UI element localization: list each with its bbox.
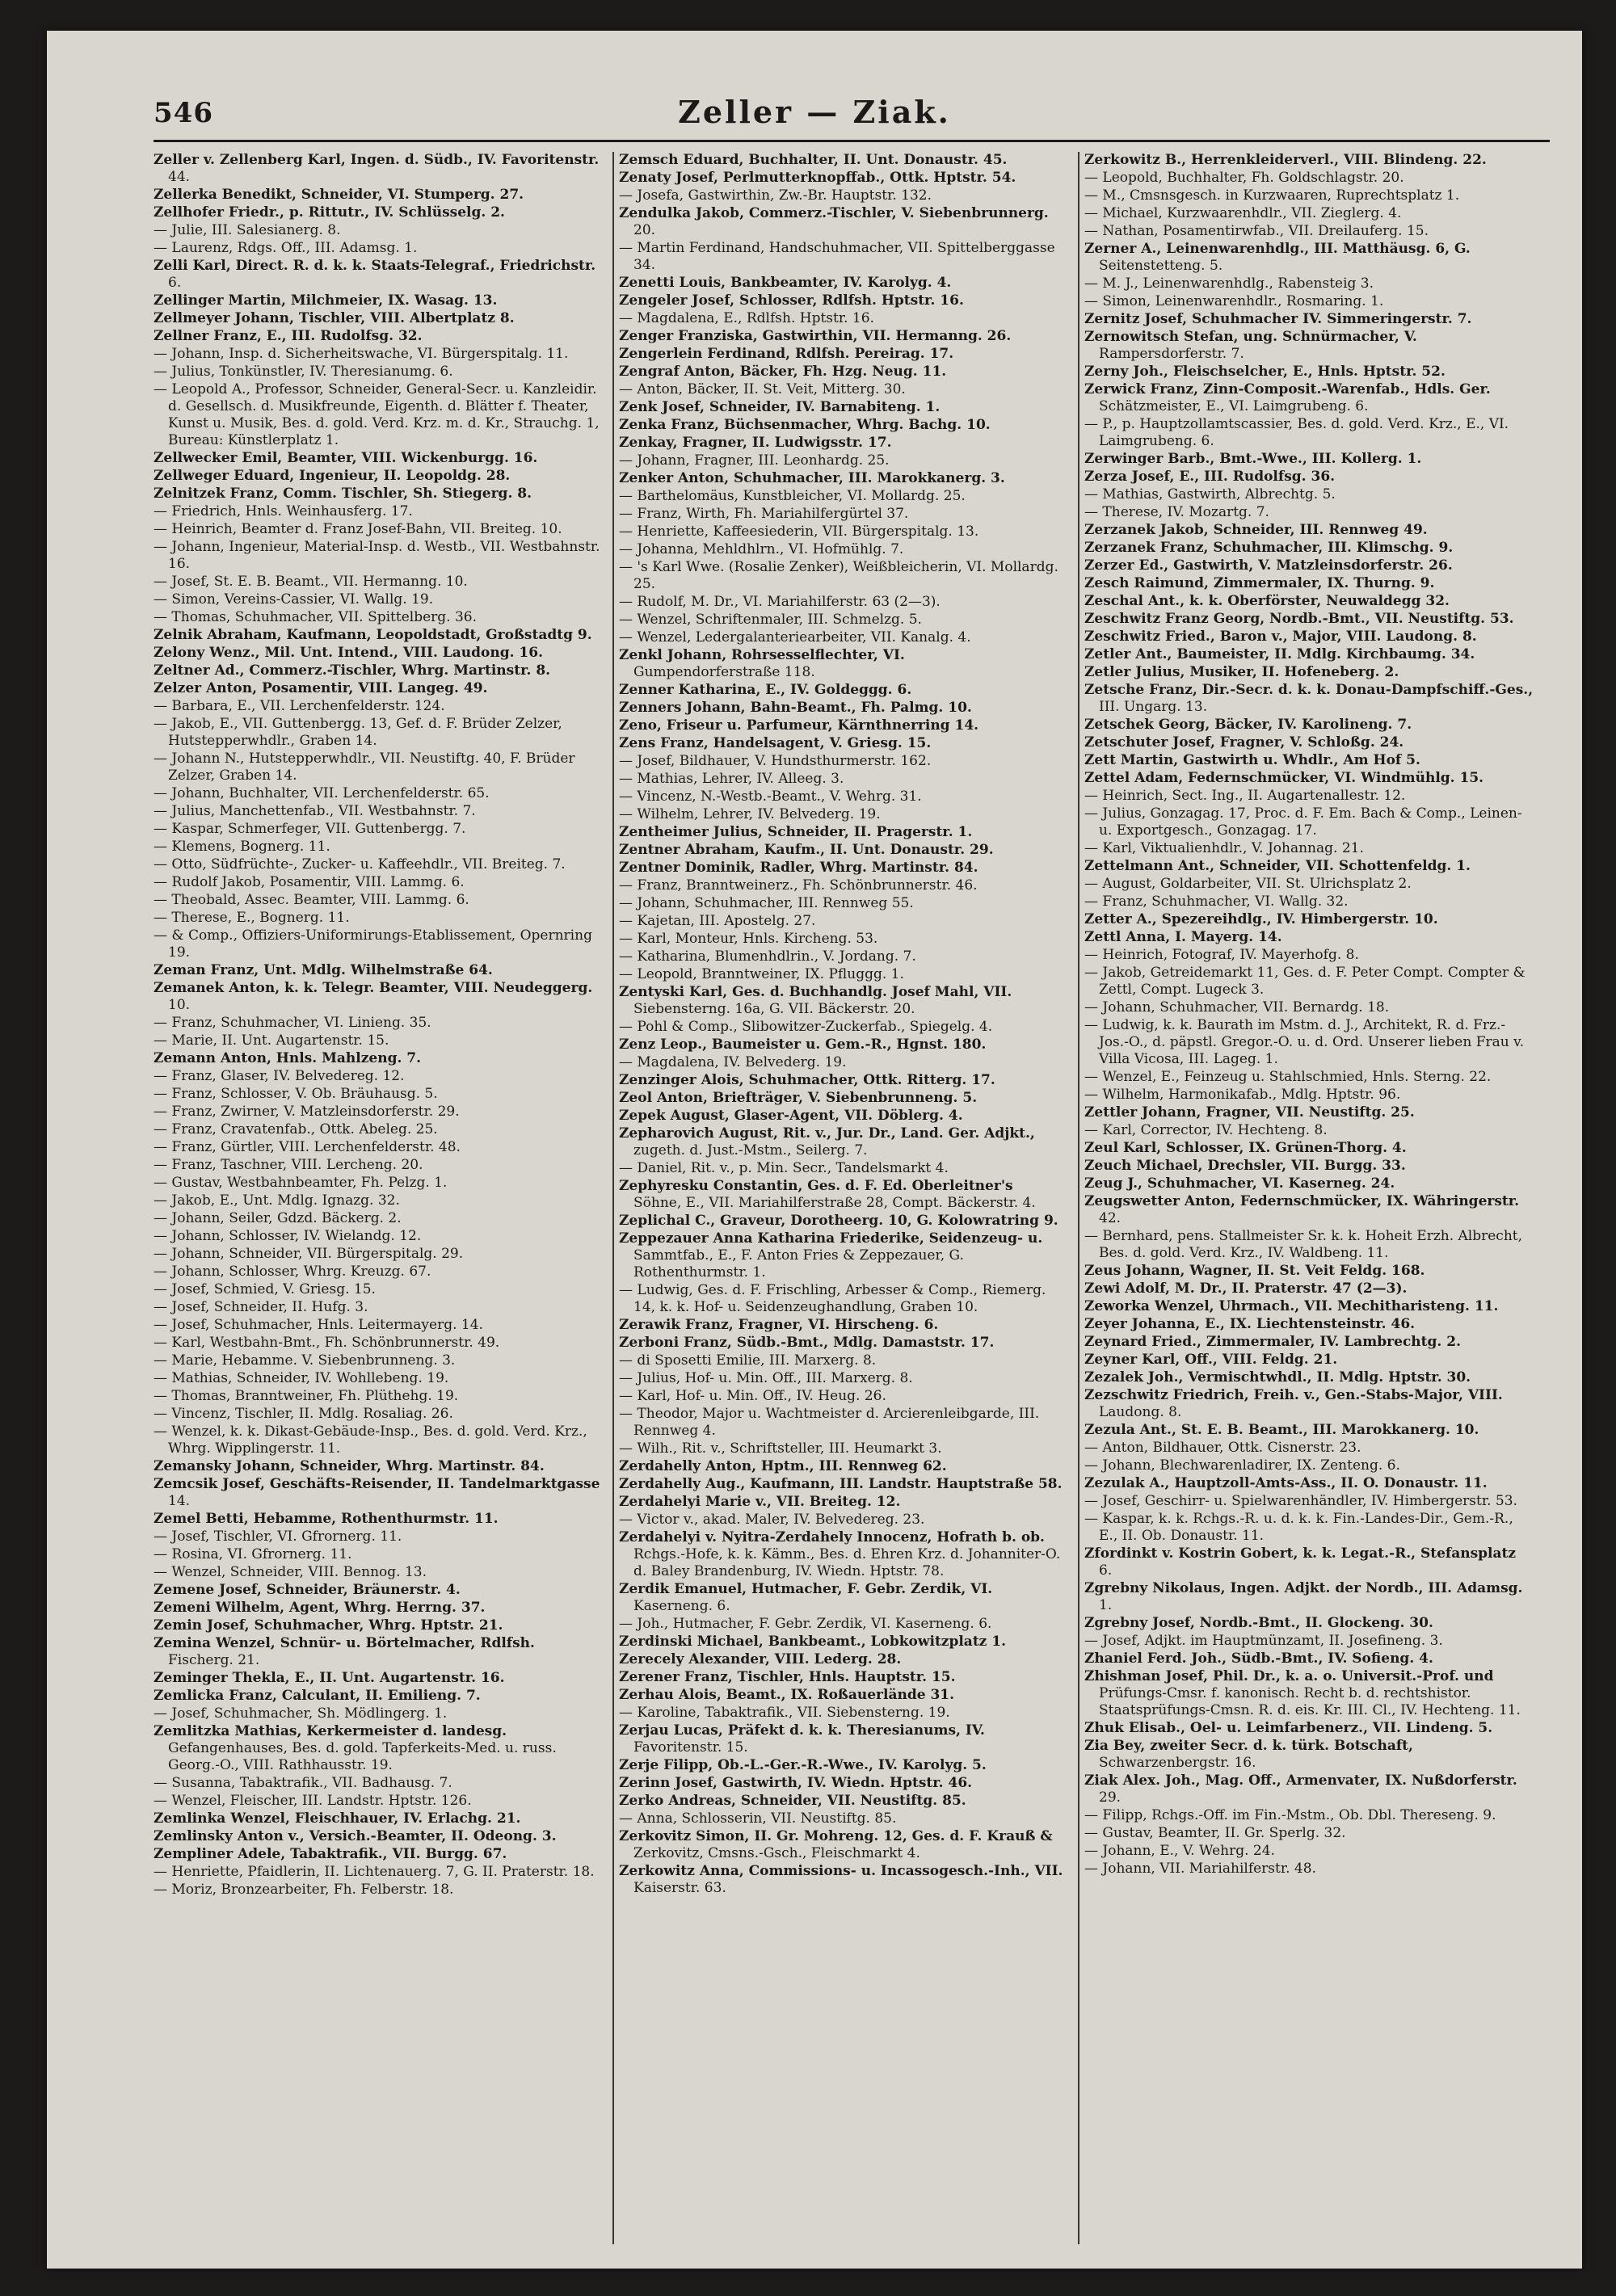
directory-entry: — Magdalena, IV. Belvederg. 19. bbox=[619, 1054, 847, 1070]
directory-entry: Zelony Wenz., Mil. Unt. Intend., VIII. Laudong. 16. bbox=[154, 645, 543, 661]
directory-entry: Zengraf Anton, Bäcker, Fh. Hzg. Neug. 11. bbox=[619, 364, 947, 380]
directory-entry: Zemin Josef, Schuhmacher, Whrg. Hptstr. 21. bbox=[154, 1617, 503, 1634]
directory-entry: Zerkowitz Anna, Commissions- u. Incassogesch.-Inh., VII. Kaiserstr. 63. bbox=[619, 1863, 1063, 1896]
directory-entry: — Thomas, Branntweiner, Fh. Plüthehg. 19. bbox=[154, 1388, 459, 1404]
directory-entry: — Henriette, Pfaidlerin, II. Lichtenauerg. 7, G. II. Praterstr. 18. bbox=[154, 1864, 595, 1880]
directory-entry: Zempliner Adele, Tabaktrafik., VII. Burgg. 67. bbox=[154, 1846, 507, 1862]
directory-entry: — 's Karl Wwe. (Rosalie Zenker), Weißbleicherin, VI. Mollardg. 25. bbox=[619, 559, 1058, 592]
directory-entry: — Vincenz, N.-Westb.-Beamt., V. Wehrg. 31. bbox=[619, 788, 922, 805]
directory-entry: — Julius, Manchettenfab., VII. Westbahnstr. 7. bbox=[154, 803, 476, 819]
directory-entry: Zemann Anton, Hnls. Mahlzeng. 7. bbox=[154, 1050, 422, 1066]
directory-entry: Zelzer Anton, Posamentir, VIII. Langeg. 49. bbox=[154, 680, 488, 696]
directory-entry: Zerhau Alois, Beamt., IX. Roßauerlände 31. bbox=[619, 1687, 955, 1703]
directory-entry: Zernitz Josef, Schuhmacher IV. Simmeringerstr. 7. bbox=[1084, 311, 1472, 327]
directory-entry: — Wenzel, Fleischer, III. Landstr. Hptstr. 126. bbox=[154, 1793, 472, 1809]
directory-entry: Zeller v. Zellenberg Karl, Ingen. d. Südb., IV. Favoritenstr. 44. bbox=[154, 152, 600, 185]
directory-entry: Zetschuter Josef, Fragner, V. Schloßg. 24. bbox=[1084, 734, 1404, 751]
directory-entry: — Klemens, Bognerg. 11. bbox=[154, 839, 330, 855]
directory-entry: — Leopold A., Professor, Schneider, General-Secr. u. Kanzleidir. d. Gesellsch. d. Musikfreunde, Eigenth. d. Blätter f. Theater, Kunst u. Musik, Bes. d. gold. Verd. Krz. m. d. Kr., Strauchg. 1, Bureau: Künstlerplatz 1. bbox=[154, 381, 600, 448]
directory-entry: Zerkovitz Simon, II. Gr. Mohreng. 12, Ges. d. F. Krauß & Zerkovitz, Cmsns.-Gsch., Fleischmarkt 4. bbox=[619, 1828, 1053, 1861]
directory-entry: — Johann, E., V. Wehrg. 24. bbox=[1084, 1843, 1275, 1859]
directory-entry: Zellinger Martin, Milchmeier, IX. Wasag. 13. bbox=[154, 292, 498, 309]
directory-entry: Zenners Johann, Bahn-Beamt., Fh. Palmg. 10. bbox=[619, 700, 972, 716]
directory-entry: Zenk Josef, Schneider, IV. Barnabiteng. 1. bbox=[619, 399, 941, 415]
directory-entry: Zezula Ant., St. E. B. Beamt., III. Marokkanerg. 10. bbox=[1084, 1422, 1479, 1438]
column-divider bbox=[1078, 152, 1079, 2244]
directory-entry: — Simon, Vereins-Cassier, VI. Wallg. 19. bbox=[154, 591, 434, 608]
directory-entry: — Julie, III. Salesianerg. 8. bbox=[154, 222, 341, 238]
directory-entry: — Josef, St. E. B. Beamt., VII. Hermanng. 10. bbox=[154, 574, 468, 590]
directory-entry: Zentner Abraham, Kaufm., II. Unt. Donaustr. 29. bbox=[619, 842, 994, 858]
directory-entry: Zelnik Abraham, Kaufmann, Leopoldstadt, Großstadtg 9. bbox=[154, 627, 592, 643]
directory-entry: — M., Cmsnsgesch. in Kurzwaaren, Ruprechtsplatz 1. bbox=[1084, 187, 1460, 204]
directory-entry: — Julius, Gonzagag. 17, Proc. d. F. Em. Bach & Comp., Leinen- u. Exportgesch., Gonzagag. 17. bbox=[1084, 805, 1522, 839]
directory-entry: Zenger Franziska, Gastwirthin, VII. Hermanng. 26. bbox=[619, 328, 1012, 344]
directory-entry: — Theobald, Assec. Beamter, VIII. Lammg. 6. bbox=[154, 892, 469, 908]
directory-entry: Zemsch Eduard, Buchhalter, II. Unt. Donaustr. 45. bbox=[619, 152, 1008, 168]
directory-entry: Zgrebny Nikolaus, Ingen. Adjkt. der Nordb., III. Adamsg. 1. bbox=[1084, 1580, 1523, 1613]
directory-entry: — Martin Ferdinand, Handschuhmacher, VII. Spittelberggasse 34. bbox=[619, 240, 1055, 273]
directory-entry: Zeus Johann, Wagner, II. St. Veit Feldg. 168. bbox=[1084, 1263, 1425, 1279]
directory-entry: — Johann N., Hutstepperwhdlr., VII. Neustiftg. 40, F. Brüder Zelzer, Graben 14. bbox=[154, 751, 575, 784]
directory-entry: Zetsche Franz, Dir.-Secr. d. k. k. Donau-Dampfschiff.-Ges., III. Ungarg. 13. bbox=[1084, 682, 1534, 715]
directory-entry: — Anton, Bäcker, II. St. Veit, Mitterg. 30. bbox=[619, 381, 906, 397]
directory-entry: Zeynard Fried., Zimmermaler, IV. Lambrechtg. 2. bbox=[1084, 1334, 1461, 1350]
directory-entry: — Rosina, VI. Gfrornerg. 11. bbox=[154, 1546, 352, 1562]
directory-entry: Zengeler Josef, Schlosser, Rdlfsh. Hptstr. 16. bbox=[619, 292, 964, 309]
column-3 bbox=[1084, 152, 1534, 2244]
directory-entry: — Pohl & Comp., Slibowitzer-Zuckerfab., Spiegelg. 4. bbox=[619, 1019, 993, 1035]
column-1 bbox=[154, 152, 603, 2244]
directory-entry: — Karl, Viktualienhdlr., V. Johannag. 21. bbox=[1084, 840, 1364, 856]
directory-entry: — Moriz, Bronzearbeiter, Fh. Felberstr. 18. bbox=[154, 1882, 454, 1898]
directory-entry: Zerdahelyi Marie v., VII. Breiteg. 12. bbox=[619, 1494, 901, 1510]
directory-entry: — Ludwig, Ges. d. F. Frischling, Arbesser & Comp., Riemerg. 14, k. k. Hof- u. Seidenzeughandlung, Graben 10. bbox=[619, 1282, 1046, 1315]
directory-entry: — Thomas, Schuhmacher, VII. Spittelberg. 36. bbox=[154, 609, 478, 625]
directory-entry: — Johann, Schlosser, Whrg. Kreuzg. 67. bbox=[154, 1264, 431, 1280]
directory-entry: Zewi Adolf, M. Dr., II. Praterstr. 47 (2—3). bbox=[1084, 1280, 1408, 1297]
directory-entry: — Johann, Blechwarenladirer, IX. Zenteng. 6. bbox=[1084, 1457, 1400, 1474]
directory-entry: Zhuk Elisab., Oel- u. Leimfarbenerz., VII. Lindeng. 5. bbox=[1084, 1720, 1493, 1736]
directory-entry: Zemansky Johann, Schneider, Whrg. Martinstr. 84. bbox=[154, 1458, 545, 1474]
directory-entry: Zepek August, Glaser-Agent, VII. Döblerg. 4. bbox=[619, 1108, 963, 1124]
directory-entry: Zerawik Franz, Fragner, VI. Hirscheng. 6. bbox=[619, 1317, 939, 1333]
directory-entry: Zemene Josef, Schneider, Bräunerstr. 4. bbox=[154, 1582, 461, 1598]
directory-entry: — Mathias, Schneider, IV. Wohllebeng. 19. bbox=[154, 1370, 449, 1386]
directory-entry: Zerdahelyi v. Nyitra-Zerdahely Innocenz, Hofrath b. ob. Rchgs.-Hofe, k. k. Kämm., Bes. d. Ehren Krz. d. Johanniter-O. d. Baley Brandenburg, IV. Wiedn. Hptstr. 78. bbox=[619, 1529, 1061, 1579]
directory-entry: — Joh., Hutmacher, F. Gebr. Zerdik, VI. Kaserneng. 6. bbox=[619, 1616, 992, 1632]
directory-entry: — Wilhelm, Lehrer, IV. Belvederg. 19. bbox=[619, 806, 881, 822]
directory-entry: — Franz, Branntweinerz., Fh. Schönbrunnerstr. 46. bbox=[619, 877, 978, 894]
directory-entry: Zetler Ant., Baumeister, II. Mdlg. Kirchbaumg. 34. bbox=[1084, 646, 1475, 662]
directory-entry: — Karoline, Tabaktrafik., VII. Siebensterng. 19. bbox=[619, 1705, 950, 1721]
directory-entry: — Johann, Seiler, Gdzd. Bäckerg. 2. bbox=[154, 1210, 402, 1226]
directory-entry: Zenz Leop., Baumeister u. Gem.-R., Hgnst. 180. bbox=[619, 1037, 987, 1053]
directory-entry: Zerny Joh., Fleischselcher, E., Hnls. Hptstr. 52. bbox=[1084, 364, 1446, 380]
directory-entry: — Franz, Taschner, VIII. Lercheng. 20. bbox=[154, 1157, 423, 1173]
directory-entry: Zemanek Anton, k. k. Telegr. Beamter, VIII. Neudeggerg. 10. bbox=[154, 980, 593, 1013]
directory-entry: — Franz, Wirth, Fh. Mariahilfergürtel 37. bbox=[619, 506, 909, 522]
directory-entry: Zellweger Eduard, Ingenieur, II. Leopoldg. 28. bbox=[154, 468, 511, 484]
directory-entry: — Filipp, Rchgs.-Off. im Fin.-Mstm., Ob. Dbl. Thereseng. 9. bbox=[1084, 1807, 1496, 1823]
directory-entry: — Franz, Gürtler, VIII. Lerchenfelderstr. 48. bbox=[154, 1139, 461, 1155]
directory-entry: Zelnitzek Franz, Comm. Tischler, Sh. Stiegerg. 8. bbox=[154, 486, 532, 502]
directory-entry: Zettel Adam, Federnschmücker, VI. Windmühlg. 15. bbox=[1084, 770, 1484, 786]
directory-entry: — Johann, Buchhalter, VII. Lerchenfelderstr. 65. bbox=[154, 785, 490, 801]
directory-entry: Zellerka Benedikt, Schneider, VI. Stumperg. 27. bbox=[154, 187, 524, 203]
directory-entry: Zemlinka Wenzel, Fleischhauer, IV. Erlachg. 21. bbox=[154, 1810, 521, 1827]
directory-entry: Zerdik Emanuel, Hutmacher, F. Gebr. Zerdik, VI. Kaserneng. 6. bbox=[619, 1581, 993, 1614]
directory-entry: — Josef, Schneider, II. Hufg. 3. bbox=[154, 1299, 368, 1315]
directory-entry: — Julius, Tonkünstler, IV. Theresianumg. 6. bbox=[154, 364, 453, 380]
directory-entry: — Leopold, Buchhalter, Fh. Goldschlagstr. 20. bbox=[1084, 170, 1404, 186]
directory-entry: — Wenzel, k. k. Dikast-Gebäude-Insp., Bes. d. gold. Verd. Krz., Whrg. Wipplingerstr. 11. bbox=[154, 1423, 587, 1457]
directory-entry: Zenkay, Fragner, II. Ludwigsstr. 17. bbox=[619, 435, 892, 451]
directory-entry: Zeol Anton, Briefträger, V. Siebenbrunneng. 5. bbox=[619, 1090, 978, 1106]
directory-entry: — M. J., Leinenwarenhdlg., Rabensteig 3. bbox=[1084, 275, 1374, 292]
directory-entry: — Franz, Schuhmacher, VI. Linieng. 35. bbox=[154, 1015, 431, 1031]
directory-entry: Ziak Alex. Joh., Mag. Off., Armenvater, IX. Nußdorferstr. 29. bbox=[1084, 1772, 1517, 1806]
directory-entry: Zezschwitz Friedrich, Freih. v., Gen.-Stabs-Major, VIII. Laudong. 8. bbox=[1084, 1387, 1503, 1420]
directory-entry: — Johann, Schneider, VII. Bürgerspitalg. 29. bbox=[154, 1246, 464, 1262]
directory-entry: — Johann, Ingenieur, Material-Insp. d. Westb., VII. Westbahnstr. 16. bbox=[154, 539, 600, 572]
directory-entry: — Victor v., akad. Maler, IV. Belvedereg. 23. bbox=[619, 1512, 925, 1528]
directory-entry: — Johann, Fragner, III. Leonhardg. 25. bbox=[619, 452, 890, 469]
directory-entry: — Therese, IV. Mozartg. 7. bbox=[1084, 504, 1269, 520]
directory-entry: Zerboni Franz, Südb.-Bmt., Mdlg. Damaststr. 17. bbox=[619, 1335, 995, 1351]
directory-entry: Zentyski Karl, Ges. d. Buchhandlg. Josef Mahl, VII. Siebensterng. 16a, G. VII. Bäckerstr. 20. bbox=[619, 984, 1012, 1017]
running-head: Zeller — Ziak. bbox=[678, 94, 951, 130]
directory-entry: Zemel Betti, Hebamme, Rothenthurmstr. 11. bbox=[154, 1511, 499, 1527]
directory-entry: Zerner A., Leinenwarenhdlg., III. Matthäusg. 6, G. Seitenstetteng. 5. bbox=[1084, 241, 1471, 274]
directory-entry: Zeschwitz Fried., Baron v., Major, VIII. Laudong. 8. bbox=[1084, 629, 1477, 645]
column-divider bbox=[612, 152, 614, 2244]
directory-entry: Zerzer Ed., Gastwirth, V. Matzleinsdorferstr. 26. bbox=[1084, 557, 1453, 574]
directory-entry: — Josef, Geschirr- u. Spielwarenhändler, IV. Himbergerstr. 53. bbox=[1084, 1493, 1517, 1509]
directory-entry: Zengerlein Ferdinand, Rdlfsh. Pereirag. 17. bbox=[619, 346, 954, 362]
directory-entry: Zerdinski Michael, Bankbeamt., Lobkowitzplatz 1. bbox=[619, 1634, 1006, 1650]
directory-entry: Zerecely Alexander, VIII. Lederg. 28. bbox=[619, 1651, 902, 1667]
directory-entry: Zemina Wenzel, Schnür- u. Börtelmacher, Rdlfsh. Fischerg. 21. bbox=[154, 1635, 535, 1668]
directory-entry: Zett Martin, Gastwirth u. Whdlr., Am Hof 5. bbox=[1084, 752, 1420, 768]
directory-entry: — Josef, Tischler, VI. Gfrornerg. 11. bbox=[154, 1529, 402, 1545]
directory-entry: — Josef, Schuhmacher, Hnls. Leitermayerg. 14. bbox=[154, 1317, 483, 1333]
directory-entry: — Nathan, Posamentirwfab., VII. Dreilauferg. 15. bbox=[1084, 223, 1429, 239]
directory-entry: — August, Goldarbeiter, VII. St. Ulrichsplatz 2. bbox=[1084, 876, 1412, 892]
directory-entry: Zettler Johann, Fragner, VII. Neustiftg. 25. bbox=[1084, 1104, 1415, 1121]
directory-entry: Zerje Filipp, Ob.-L.-Ger.-R.-Wwe., IV. Karolyg. 5. bbox=[619, 1757, 987, 1773]
directory-entry: Zellmeyer Johann, Tischler, VIII. Albertplatz 8. bbox=[154, 310, 515, 326]
directory-entry: — Josef, Adjkt. im Hauptmünzamt, II. Josefineng. 3. bbox=[1084, 1633, 1443, 1649]
directory-entry: — Johann, VII. Mariahilferstr. 48. bbox=[1084, 1861, 1316, 1877]
directory-entry: — Johann, Schuhmacher, VII. Bernardg. 18. bbox=[1084, 999, 1390, 1016]
directory-entry: Zettelmann Ant., Schneider, VII. Schottenfeldg. 1. bbox=[1084, 858, 1471, 874]
directory-entry: Zeyner Karl, Off., VIII. Feldg. 21. bbox=[1084, 1352, 1338, 1368]
directory-entry: — Johann, Insp. d. Sicherheitswache, VI. Bürgerspitalg. 11. bbox=[154, 346, 569, 362]
page-number: 546 bbox=[154, 97, 213, 129]
directory-entry: Zemcsik Josef, Geschäfts-Reisender, II. Tandelmarktgasse 14. bbox=[154, 1476, 600, 1509]
directory-entry: Zeul Karl, Schlosser, IX. Grünen-Thorg. 4. bbox=[1084, 1140, 1407, 1156]
directory-entry: — Bernhard, pens. Stallmeister Sr. k. k. Hoheit Erzh. Albrecht, Bes. d. gold. Verd. Krz., IV. Waldbeng. 11. bbox=[1084, 1228, 1523, 1261]
directory-entry: Zeno, Friseur u. Parfumeur, Kärnthnerring 14. bbox=[619, 717, 979, 734]
directory-entry: Zeyer Johanna, E., IX. Liechtensteinstr. 46. bbox=[1084, 1316, 1416, 1332]
directory-entry: — Josefa, Gastwirthin, Zw.-Br. Hauptstr. 132. bbox=[619, 187, 932, 204]
directory-entry: Zeppezauer Anna Katharina Friederike, Seidenzeug- u. Sammtfab., E., F. Anton Fries & Zeppezauer, G. Rothenthurmstr. 1. bbox=[619, 1230, 1043, 1280]
directory-entry: Zenetti Louis, Bankbeamter, IV. Karolyg. 4. bbox=[619, 275, 952, 291]
directory-entry: — Johann, Schlosser, IV. Wielandg. 12. bbox=[154, 1228, 422, 1244]
directory-entry: — Karl, Corrector, IV. Hechteng. 8. bbox=[1084, 1122, 1328, 1138]
directory-entry: — Franz, Schuhmacher, VI. Wallg. 32. bbox=[1084, 894, 1349, 910]
directory-entry: Zerinn Josef, Gastwirth, IV. Wiedn. Hptstr. 46. bbox=[619, 1775, 973, 1791]
directory-entry: — Susanna, Tabaktrafik., VII. Badhausg. 7. bbox=[154, 1775, 452, 1791]
directory-entry: — Henriette, Kaffeesiederin, VII. Bürgerspitalg. 13. bbox=[619, 524, 979, 540]
directory-entry: — Rudolf, M. Dr., VI. Mariahilferstr. 63 (2—3). bbox=[619, 594, 941, 610]
directory-entry: Zeworka Wenzel, Uhrmach., VII. Mechitharisteng. 11. bbox=[1084, 1298, 1499, 1314]
directory-entry: — Franz, Cravatenfab., Ottk. Abeleg. 25. bbox=[154, 1121, 438, 1137]
directory-entry: Zerwick Franz, Zinn-Composit.-Warenfab., Hdls. Ger. Schätzmeister, E., VI. Laimgrubeng. 6. bbox=[1084, 381, 1491, 414]
directory-entry: Zellner Franz, E., III. Rudolfsg. 32. bbox=[154, 328, 423, 344]
directory-entry: Zezalek Joh., Vermischtwhdl., II. Mdlg. Hptstr. 30. bbox=[1084, 1369, 1471, 1386]
directory-entry: — Simon, Leinenwarenhdlr., Rosmaring. 1. bbox=[1084, 293, 1384, 309]
directory-entry: Zeman Franz, Unt. Mdlg. Wilhelmstraße 64. bbox=[154, 962, 493, 978]
directory-entry: — Barbara, E., VII. Lerchenfelderstr. 124. bbox=[154, 698, 445, 714]
directory-entry: Zhishman Josef, Phil. Dr., k. a. o. Universit.-Prof. und Prüfungs-Cmsr. f. kanonisch. Recht b. d. rechtshistor. Staatsprüfungs-Cmsn. R. d. eis. Kr. III. Cl., IV. Hechteng. 11. bbox=[1084, 1668, 1521, 1718]
directory-entry: — Wilhelm, Harmonikafab., Mdlg. Hptstr. 96. bbox=[1084, 1087, 1401, 1103]
directory-entry: Zeltner Ad., Commerz.-Tischler, Whrg. Martinstr. 8. bbox=[154, 662, 551, 679]
directory-entry: — Karl, Monteur, Hnls. Kircheng. 53. bbox=[619, 931, 878, 947]
directory-entry: Zia Bey, zweiter Secr. d. k. türk. Botschaft, Schwarzenbergstr. 16. bbox=[1084, 1738, 1413, 1771]
directory-entry: Zerdahelly Aug., Kaufmann, III. Landstr. Hauptstraße 58. bbox=[619, 1476, 1063, 1492]
directory-entry: Zenkl Johann, Rohrsesselflechter, VI. Gumpendorferstraße 118. bbox=[619, 647, 905, 680]
directory-entry: Zenner Katharina, E., IV. Goldeggg. 6. bbox=[619, 682, 912, 698]
directory-entry: — Wilh., Rit. v., Schriftsteller, III. Heumarkt 3. bbox=[619, 1440, 942, 1457]
directory-entry: Zenker Anton, Schuhmacher, III. Marokkanerg. 3. bbox=[619, 470, 1005, 486]
directory-entry: — Laurenz, Rdgs. Off., III. Adamsg. 1. bbox=[154, 240, 418, 256]
directory-entry: Zerkowitz B., Herrenkleiderverl., VIII. Blindeng. 22. bbox=[1084, 152, 1487, 168]
directory-entry: — Gustav, Beamter, II. Gr. Sperlg. 32. bbox=[1084, 1825, 1346, 1841]
directory-entry: Zeschwitz Franz Georg, Nordb.-Bmt., VII. Neustiftg. 53. bbox=[1084, 611, 1514, 627]
directory-entry: — Josef, Bildhauer, V. Hundsthurmerstr. 162. bbox=[619, 753, 932, 769]
directory-entry: — Johann, Schuhmacher, III. Rennweg 55. bbox=[619, 895, 914, 911]
directory-entry: — Jakob, Getreidemarkt 11, Ges. d. F. Peter Compt. Compter & Zettl, Compt. Lugeck 3. bbox=[1084, 965, 1526, 998]
directory-entry: Zemeni Wilhelm, Agent, Whrg. Herrng. 37. bbox=[154, 1600, 486, 1616]
directory-entry: Zentheimer Julius, Schneider, II. Pragerstr. 1. bbox=[619, 824, 973, 840]
directory-entry: — Johanna, Mehldhlrn., VI. Hofmühlg. 7. bbox=[619, 541, 904, 557]
directory-entry: Zeuch Michael, Drechsler, VII. Burgg. 33. bbox=[1084, 1158, 1406, 1174]
directory-entry: Zhaniel Ferd. Joh., Südb.-Bmt., IV. Sofieng. 4. bbox=[1084, 1651, 1433, 1667]
directory-entry: — Katharina, Blumenhdlrin., V. Jordang. 7. bbox=[619, 948, 916, 965]
directory-entry: Zenzinger Alois, Schuhmacher, Ottk. Ritterg. 17. bbox=[619, 1072, 995, 1088]
directory-entry: — Kajetan, III. Apostelg. 27. bbox=[619, 913, 816, 929]
directory-entry: — Anna, Schlosserin, VII. Neustiftg. 85. bbox=[619, 1810, 897, 1827]
directory-entry: — Michael, Kurzwaarenhdlr., VII. Zieglerg. 4. bbox=[1084, 205, 1402, 221]
directory-entry: — & Comp., Offiziers-Uniformirungs-Etablissement, Opernring 19. bbox=[154, 927, 592, 961]
directory-entry: — Daniel, Rit. v., p. Min. Secr., Tandelsmarkt 4. bbox=[619, 1160, 949, 1176]
directory-entry: — Kaspar, k. k. Rchgs.-R. u. d. k. k. Fin.-Landes-Dir., Gem.-R., E., II. Ob. Donaustr. 11. bbox=[1084, 1511, 1513, 1544]
directory-entry: Zgrebny Josef, Nordb.-Bmt., II. Glockeng. 30. bbox=[1084, 1615, 1433, 1631]
directory-entry: Zetler Julius, Musiker, II. Hofeneberg. 2. bbox=[1084, 664, 1399, 680]
directory-entry: — di Sposetti Emilie, III. Marxerg. 8. bbox=[619, 1352, 877, 1369]
directory-entry: — Therese, E., Bognerg. 11. bbox=[154, 910, 350, 926]
directory-entry: — Karl, Westbahn-Bmt., Fh. Schönbrunnerstr. 49. bbox=[154, 1335, 500, 1351]
header-rule bbox=[154, 140, 1550, 142]
directory-entry: — Anton, Bildhauer, Ottk. Cisnerstr. 23. bbox=[1084, 1440, 1361, 1456]
directory-entry: Zemlicka Franz, Calculant, II. Emilieng. 7. bbox=[154, 1688, 481, 1704]
directory-entry: — Friedrich, Hnls. Weinhausferg. 17. bbox=[154, 503, 413, 519]
directory-entry: Zeugswetter Anton, Federnschmücker, IX. Währingerstr. 42. bbox=[1084, 1193, 1520, 1226]
directory-entry: Zelli Karl, Direct. R. d. k. k. Staats-Telegraf., Friedrichstr. 6. bbox=[154, 258, 596, 291]
directory-entry: Zemlitzka Mathias, Kerkermeister d. landesg. Gefangenhauses, Bes. d. gold. Tapferkeits-Med. u. russ. Georg.-O., VIII. Rathhausstr. 19. bbox=[154, 1723, 557, 1773]
directory-entry: — Rudolf Jakob, Posamentir, VIII. Lammg. 6. bbox=[154, 874, 465, 890]
directory-entry: Zerener Franz, Tischler, Hnls. Hauptstr. 15. bbox=[619, 1669, 956, 1685]
directory-page bbox=[47, 31, 1582, 2269]
directory-entry: — Wenzel, E., Feinzeug u. Stahlschmied, Hnls. Sterng. 22. bbox=[1084, 1069, 1492, 1085]
directory-entry: Zemlinsky Anton v., Versich.-Beamter, II. Odeong. 3. bbox=[154, 1828, 557, 1844]
directory-entry: Zerzanek Jakob, Schneider, III. Rennweg 49. bbox=[1084, 522, 1428, 538]
directory-entry: Zetschek Georg, Bäcker, IV. Karolineng. 7. bbox=[1084, 717, 1412, 733]
directory-entry: — Theodor, Major u. Wachtmeister d. Arcierenleibgarde, III. Rennweg 4. bbox=[619, 1406, 1040, 1439]
directory-entry: Zerjau Lucas, Präfekt d. k. k. Theresianums, IV. Favoritenstr. 15. bbox=[619, 1722, 985, 1756]
directory-entry: — Otto, Südfrüchte-, Zucker- u. Kaffeehdlr., VII. Breiteg. 7. bbox=[154, 856, 566, 873]
directory-entry: — Heinrich, Sect. Ing., II. Augartenallestr. 12. bbox=[1084, 788, 1406, 804]
directory-entry: Zezulak A., Hauptzoll-Amts-Ass., II. O. Donaustr. 11. bbox=[1084, 1475, 1488, 1491]
directory-entry: — Heinrich, Beamter d. Franz Josef-Bahn, VII. Breiteg. 10. bbox=[154, 521, 562, 537]
directory-entry: — Mathias, Gastwirth, Albrechtg. 5. bbox=[1084, 486, 1336, 503]
directory-entry: Zfordinkt v. Kostrin Gobert, k. k. Legat.-R., Stefansplatz 6. bbox=[1084, 1545, 1517, 1579]
directory-entry: — Jakob, E., Unt. Mdlg. Ignazg. 32. bbox=[154, 1192, 400, 1209]
directory-entry: Zerzanek Franz, Schuhmacher, III. Klimschg. 9. bbox=[1084, 540, 1454, 556]
directory-entry: — Franz, Glaser, IV. Belvedereg. 12. bbox=[154, 1068, 405, 1084]
directory-entry: — Franz, Schlosser, V. Ob. Bräuhausg. 5. bbox=[154, 1086, 438, 1102]
directory-entry: Zerdahelly Anton, Hptm., III. Rennweg 62. bbox=[619, 1458, 947, 1474]
directory-entry: Zellhofer Friedr., p. Rittutr., IV. Schlüsselg. 2. bbox=[154, 204, 505, 221]
directory-entry: Zerza Josef, E., III. Rudolfsg. 36. bbox=[1084, 469, 1336, 485]
directory-entry: — Leopold, Branntweiner, IX. Pfluggg. 1. bbox=[619, 966, 904, 982]
directory-entry: — Julius, Hof- u. Min. Off., III. Marxerg. 8. bbox=[619, 1370, 913, 1386]
directory-entry: Zettl Anna, I. Mayerg. 14. bbox=[1084, 929, 1282, 945]
directory-entry: — Mathias, Lehrer, IV. Alleeg. 3. bbox=[619, 771, 844, 787]
directory-entry: Zepharovich August, Rit. v., Jur. Dr., Land. Ger. Adjkt., zugeth. d. Just.-Mstm., Seilerg. 7. bbox=[619, 1125, 1035, 1159]
directory-entry: — Gustav, Westbahnbeamter, Fh. Pelzg. 1. bbox=[154, 1175, 448, 1191]
directory-entry: — Marie, II. Unt. Augartenstr. 15. bbox=[154, 1032, 389, 1049]
directory-entry: Zendulka Jakob, Commerz.-Tischler, V. Siebenbrunnerg. 20. bbox=[619, 205, 1049, 238]
directory-entry: Zellwecker Emil, Beamter, VIII. Wickenburgg. 16. bbox=[154, 450, 538, 466]
directory-entry: Zesch Raimund, Zimmermaler, IX. Thurng. 9. bbox=[1084, 575, 1435, 591]
directory-entry: Zephyresku Constantin, Ges. d. F. Ed. Oberleitner's Söhne, E., VII. Mariahilferstraße 28, Compt. Bäckerstr. 4. bbox=[619, 1178, 1036, 1211]
directory-entry: Zenaty Josef, Perlmutterknopffab., Ottk. Hptstr. 54. bbox=[619, 170, 1016, 186]
directory-entry: — Karl, Hof- u. Min. Off., IV. Heug. 26. bbox=[619, 1388, 886, 1404]
directory-entry: — Josef, Schuhmacher, Sh. Mödlingerg. 1. bbox=[154, 1705, 448, 1722]
directory-entry: Zeplichal C., Graveur, Dorotheerg. 10, G. Kolowratring 9. bbox=[619, 1213, 1058, 1229]
directory-entry: — Kaspar, Schmerfeger, VII. Guttenbergg. 7. bbox=[154, 821, 466, 837]
directory-entry: — Josef, Schmied, V. Griesg. 15. bbox=[154, 1281, 376, 1297]
directory-entry: — P., p. Hauptzollamtscassier, Bes. d. gold. Verd. Krz., E., VI. Laimgrubeng. 6. bbox=[1084, 416, 1509, 449]
directory-entry: Zeug J., Schuhmacher, VI. Kaserneg. 24. bbox=[1084, 1175, 1395, 1192]
directory-entry: Zetter A., Spezereihdlg., IV. Himbergerstr. 10. bbox=[1084, 911, 1438, 927]
directory-entry: — Ludwig, k. k. Baurath im Mstm. d. J., Architekt, R. d. Frz.-Jos.-O., d. päpstl. Gregor.-O. u. d. Ord. Unserer lieben Frau v. Villa Vicosa, III. Lageg. 1. bbox=[1084, 1017, 1525, 1067]
directory-entry: Zernowitsch Stefan, ung. Schnürmacher, V. Rampersdorferstr. 7. bbox=[1084, 329, 1417, 362]
directory-entry: — Marie, Hebamme. V. Siebenbrunneng. 3. bbox=[154, 1352, 456, 1369]
directory-entry: — Wenzel, Ledergalanteriearbeiter, VII. Kanalg. 4. bbox=[619, 629, 971, 645]
directory-entry: — Wenzel, Schneider, VIII. Bennog. 13. bbox=[154, 1564, 427, 1580]
directory-entry: — Wenzel, Schriftenmaler, III. Schmelzg. 5. bbox=[619, 612, 922, 628]
directory-entry: Zerko Andreas, Schneider, VII. Neustiftg. 85. bbox=[619, 1793, 966, 1809]
directory-entry: — Franz, Zwirner, V. Matzleinsdorferstr. 29. bbox=[154, 1104, 460, 1120]
directory-entry: — Barthelomäus, Kunstbleicher, VI. Mollardg. 25. bbox=[619, 488, 966, 504]
directory-entry: Zeschal Ant., k. k. Oberförster, Neuwaldegg 32. bbox=[1084, 593, 1450, 609]
directory-entry: Zentner Dominik, Radler, Whrg. Martinstr. 84. bbox=[619, 860, 978, 876]
directory-entry: — Jakob, E., VII. Guttenbergg. 13, Gef. d. F. Brüder Zelzer, Hutstepperwhdlr., Graben 14. bbox=[154, 716, 562, 749]
column-2 bbox=[619, 152, 1068, 2244]
directory-entry: Zerwinger Barb., Bmt.-Wwe., III. Kollerg. 1. bbox=[1084, 451, 1422, 467]
directory-entry: — Magdalena, E., Rdlfsh. Hptstr. 16. bbox=[619, 310, 874, 326]
directory-entry: — Vincenz, Tischler, II. Mdlg. Rosaliag. 26. bbox=[154, 1406, 453, 1422]
directory-entry: Zens Franz, Handelsagent, V. Griesg. 15. bbox=[619, 735, 932, 751]
directory-entry: Zenka Franz, Büchsenmacher, Whrg. Bachg. 10. bbox=[619, 417, 991, 433]
directory-entry: — Heinrich, Fotograf, IV. Mayerhofg. 8. bbox=[1084, 947, 1359, 963]
directory-entry: Zeminger Thekla, E., II. Unt. Augartenstr. 16. bbox=[154, 1670, 505, 1686]
